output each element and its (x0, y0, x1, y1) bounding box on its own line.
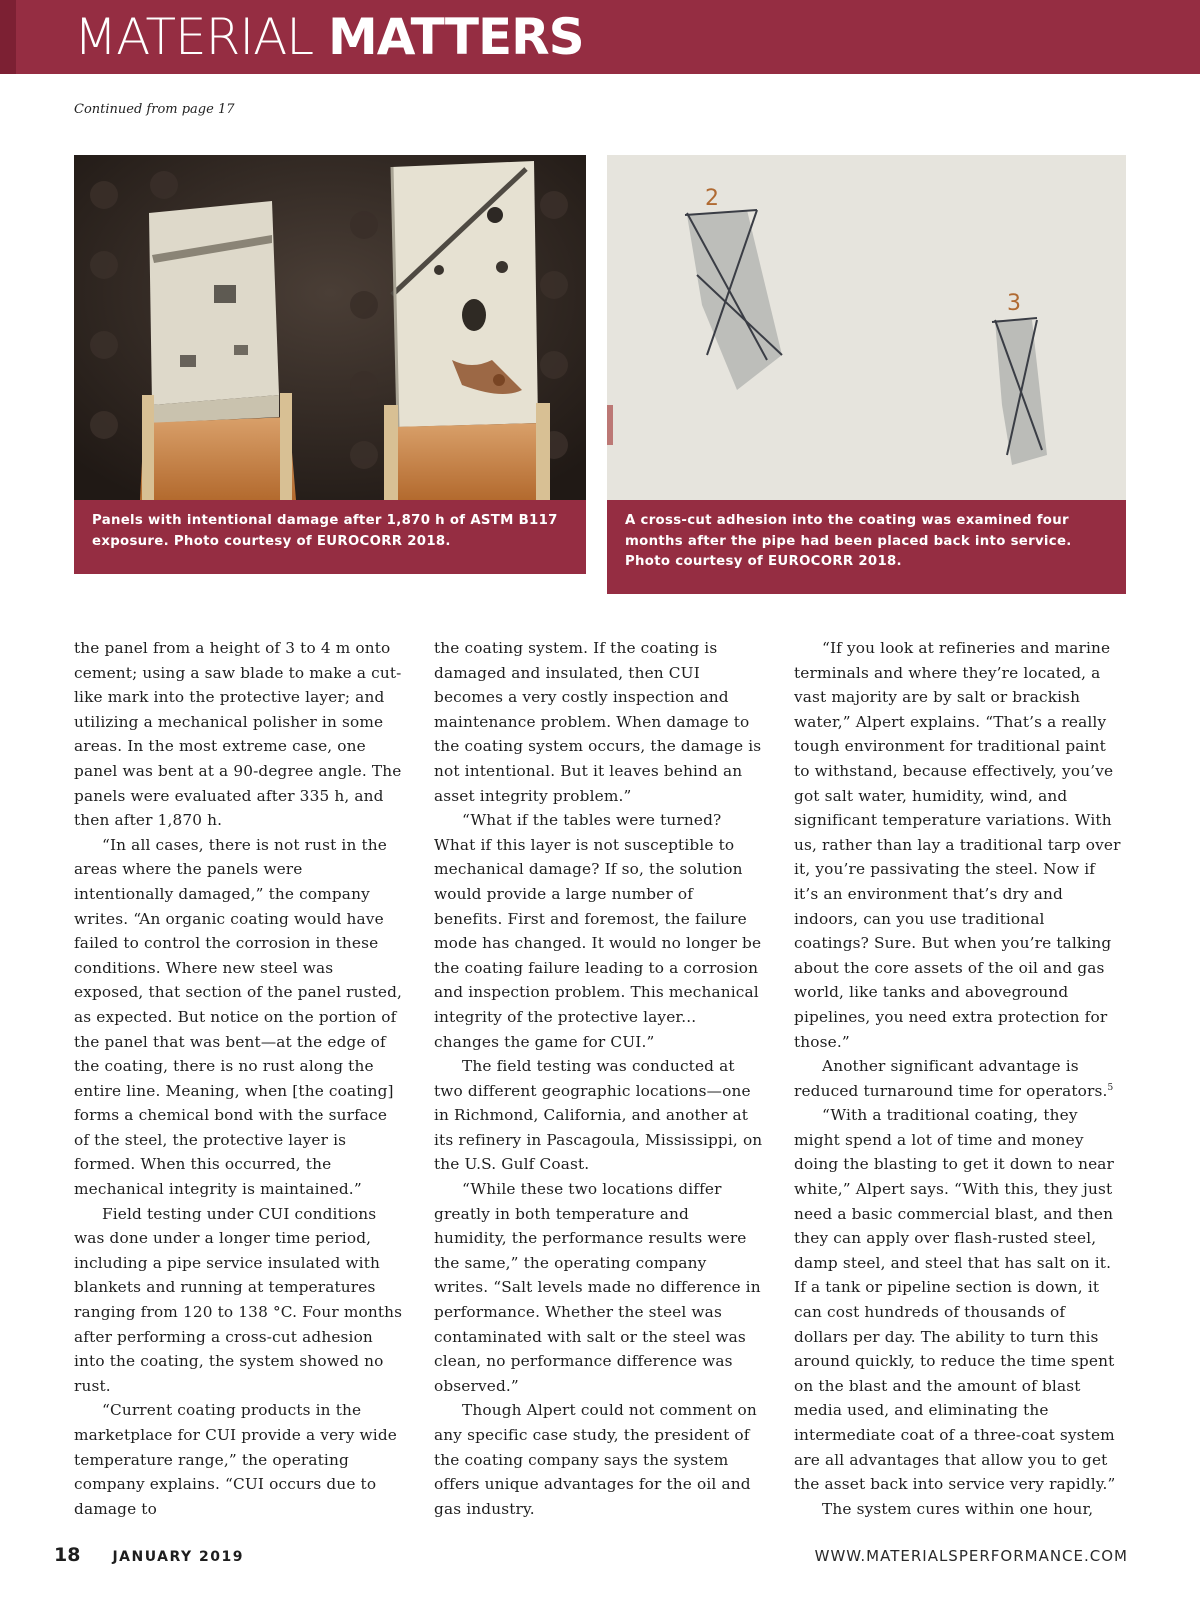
paragraph: “With a traditional coating, they might spend a lot of time and money doing the blasting to get it down to near white,” Alpert says. “With this, they just need a basic commercial blast, and then they can apply over flash-rusted steel, damp steel, and steel that has salt on it. If a tank or pipeline section is down, it can cost hundreds of thousands of dollars per day. The ability to turn this around quickly, to reduce the time spent on the blast and the amount of blast media used, and eliminating the intermediate coat of a three-coat system are all advantages that allow you to get the asset back into service very rapidly.” (794, 1106, 1116, 1494)
page-number: 18 (54, 1544, 81, 1566)
section-title-bold: MATTERS (328, 8, 584, 66)
test-panels-illustration (74, 155, 586, 500)
figure-caption: Panels with intentional damage after 1,870 h of ASTM B117 exposure. Photo courtesy of EUROCORR 2018. (74, 500, 586, 574)
section-title-light: MATERIAL (74, 8, 329, 66)
paragraph: “While these two locations differ greatly in both temperature and humidity, the performance results were the same,” the operating company writes. “Salt levels made no difference in performance. Whether the steel was contaminated with salt or the steel was clean, no performance difference was observed.” (434, 1180, 761, 1395)
mark-label-3: 3 (1007, 291, 1021, 316)
paragraph: Field testing under CUI conditions was done under a longer time period, including a pipe service insulated with blankets and running at temperatures ranging from 120 to 138 °C. Four months after performing a cross-cut adhesion into the coating, the system showed no rust. (74, 1204, 403, 1395)
mark-label-2: 2 (705, 186, 719, 211)
figure-caption: A cross-cut adhesion into the coating was examined four months after the pipe had been placed back into service. Photo courtesy of EUROCORR 2018. (607, 500, 1126, 594)
photo-cross-cut-adhesion (607, 155, 1126, 500)
article-column-1 (74, 636, 404, 1521)
cross-cut-illustration (607, 155, 1126, 500)
paragraph: “What if the tables were turned? What if this layer is not susceptible to mechanical damage? If so, the solution would provide a large number of benefits. First and foremost, the failure mode has changed. It would no longer be the coating failure leading to a corrosion and inspection problem. This mechanical integrity of the protective layer... changes the game for CUI.” (434, 811, 762, 1051)
continued-note: Continued from page 17 (74, 102, 235, 117)
paragraph: the coating system. If the coating is damaged and insulated, then CUI becomes a very costly inspection and maintenance problem. When damage to the coating system occurs, the damage is not intentional. But it leaves behind an asset integrity problem.” (434, 639, 762, 805)
photo-test-panels (74, 155, 586, 500)
website-url: WWW.MATERIALSPERFORMANCE.COM (814, 1547, 1128, 1565)
paragraph: “In all cases, there is not rust in the areas where the panels were intentionally damaged,” the company writes. “An organic coating would have failed to control the corrosion in these conditions. Where new steel was exposed, that section of the panel rusted, as expected. But notice on the portion of the panel that was bent—at the edge of the coating, there is no rust along the entire line. Meaning, when [the coating] forms a chemical bond with the surface of the steel, the protective layer is formed. When this occurred, the mechanical integrity is maintained.” (74, 835, 403, 1199)
figure-test-panels (74, 155, 586, 574)
paragraph: the panel from a height of 3 to 4 m onto cement; using a saw blade to make a cut-like mark into the protective layer; and utilizing a mechanical polisher in some areas. In the most extreme case, one panel was bent at a 90-degree angle. The panels were evaluated after 335 h, and then after 1,870 h. (74, 639, 402, 830)
paragraph-with-footnote (794, 1054, 1124, 1103)
figure-cross-cut-adhesion (607, 155, 1126, 594)
paragraph: Though Alpert could not comment on any specific case study, the president of the coating company says the system offers unique advantages for the oil and gas industry. (434, 1401, 757, 1518)
issue-date: JANUARY 2019 (112, 1549, 244, 1565)
paragraph: “Current coating products in the marketplace for CUI provide a very wide temperature range,” the operating company explains. “CUI occurs due to damage to (74, 1401, 397, 1518)
section-title (74, 6, 584, 68)
paragraph-text: Another significant advantage is reduced turnaround time for operators. (794, 1057, 1108, 1100)
header-accent-bar (0, 0, 16, 74)
article-column-2 (434, 636, 764, 1521)
page-header (0, 0, 1200, 74)
paragraph: The system cures within one hour, (822, 1499, 1094, 1518)
footnote-ref: 5 (1107, 1082, 1114, 1093)
paragraph: The field testing was conducted at two different geographic locations—one in Richmond, California, and another at its refinery in Pascagoula, Mississippi, on the U.S. Gulf Coast. (434, 1057, 763, 1174)
article-column-3 (794, 636, 1124, 1521)
paragraph: “If you look at refineries and marine terminals and where they’re located, a vast majority are by salt or brackish water,” Alpert explains. “That’s a really tough environment for traditional paint to withstand, because effectively, you’ve got salt water, humidity, wind, and significant temperature variations. With us, rather than lay a traditional tarp over it, you’re passivating the steel. Now if it’s an environment that’s dry and indoors, can you use traditional coatings? Sure. But when you’re talking about the core assets of the oil and gas world, like tanks and aboveground pipelines, you need extra protection for those.” (794, 639, 1121, 1051)
page-footer-left (54, 1544, 244, 1566)
